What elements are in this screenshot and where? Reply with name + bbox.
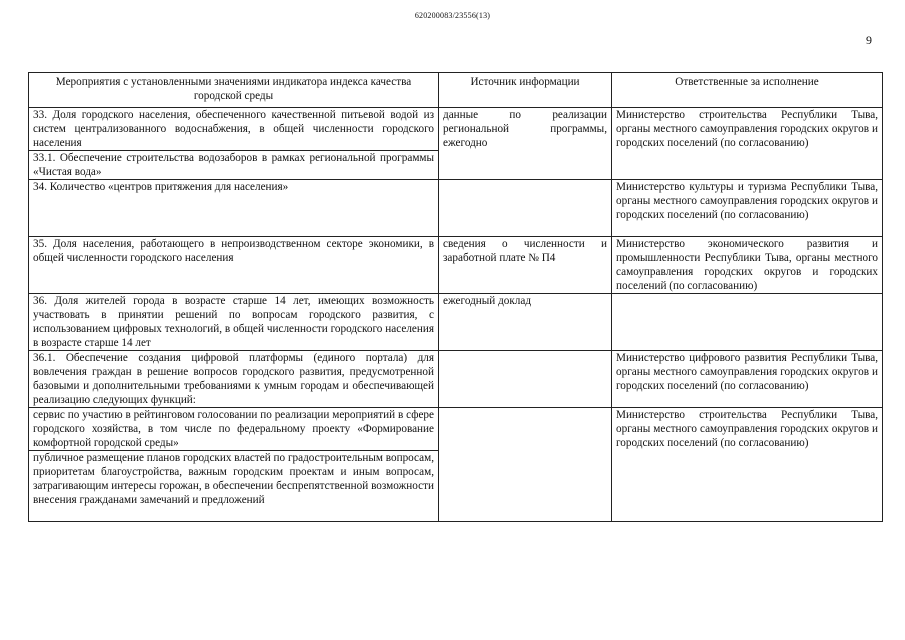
source-cell: сведения о численности и заработной плате № П4 [439,237,612,294]
table-header-row [29,73,883,108]
document-id: 620200083/23556(13) [414,11,491,20]
measure-cell: 33. Доля городского населения, обеспеченного качественной питьевой водой из систем централизованного водоснабжения, в общей численности городского населения [29,108,439,151]
column-header-source: Источник информации [439,73,612,108]
measure-cell: сервис по участию в рейтинговом голосовании по реализации мероприятий в сфере городского хозяйства, в том числе по федеральному проекту «Формирование комфортной городской среды» [29,408,439,451]
responsible-cell: Министерство культуры и туризма Республики Тыва, органы местного самоуправления городских округов и городских поселений (по согласованию) [612,180,883,237]
responsible-cell: Министерство строительства Республики Тыва, органы местного самоуправления городских округов и городских поселений (по согласованию) [612,408,883,522]
source-cell [439,351,612,408]
table-row [29,180,883,237]
measure-cell: 35. Доля населения, работающего в непроизводственном секторе экономики, в общей численности городского населения [29,237,439,294]
source-cell [439,408,612,522]
responsible-cell [612,294,883,351]
source-cell: данные по реализации региональной программы, ежегодно [439,108,612,180]
table-row [29,408,883,451]
table-row [29,108,883,151]
responsible-cell: Министерство экономического развития и промышленности Республики Тыва, органы местного самоуправления городских округов и городских поселений (по согласованию) [612,237,883,294]
column-header-responsible: Ответственные за исполнение [612,73,883,108]
table-row [29,351,883,408]
measure-cell: 36.1. Обеспечение создания цифровой платформы (единого портала) для вовлечения граждан в решение вопросов городского развития, предусмотренной базовыми и дополнительными требованиями к умным городам и обеспечивающей реализацию следующих функций: [29,351,439,408]
measures-table [28,72,883,522]
column-header-measures: Мероприятия с установленными значениями индикатора индекса качества городской среды [29,73,439,108]
responsible-cell: Министерство строительства Республики Тыва, органы местного самоуправления городских округов и городских поселений (по согласованию) [612,108,883,180]
table-row [29,237,883,294]
responsible-cell: Министерство цифрового развития Республики Тыва, органы местного самоуправления городских округов и городских поселений (по согласованию) [612,351,883,408]
measure-cell: 36. Доля жителей города в возрасте старше 14 лет, имеющих возможность участвовать в принятии решений по вопросам городского развития, с использованием цифровых технологий, в общей численности городского населения в возрасте старше 14 лет [29,294,439,351]
measure-cell: публичное размещение планов городских властей по градостроительным вопросам, приоритетам благоустройства, важным городским проектам и иным вопросам, затрагивающим интересы горожан, в обеспечении беспрепятственной возможности внесения гражданами замечаний и предложений [29,451,439,522]
source-cell [439,180,612,237]
table-row [29,294,883,351]
measure-cell: 33.1. Обеспечение строительства водозаборов в рамках региональной программы «Чистая вода» [29,151,439,180]
page-number: 9 [866,33,872,47]
measure-cell: 34. Количество «центров притяжения для населения» [29,180,439,237]
source-cell: ежегодный доклад [439,294,612,351]
